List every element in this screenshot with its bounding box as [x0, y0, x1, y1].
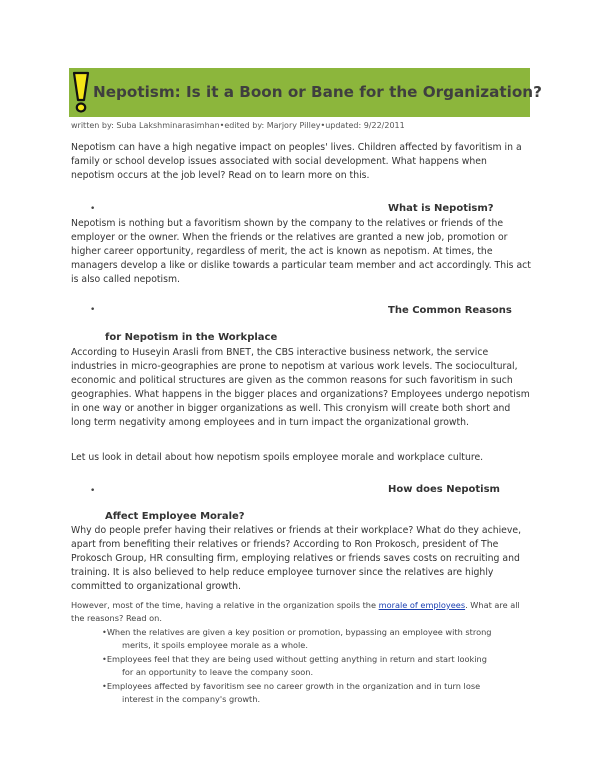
list-item-line: •When the relatives are given a key position or promotion, bypassing an employee with strong: [102, 627, 492, 637]
section-body: Why do people prefer having their relatives or friends at their workplace? What do they achieve, apart from benefiting their relatives or friends? According to Ron Prokosch, president of The Prokosch Group, HR consulting firm, employing relatives or friends saves costs on recruiting and training. It is also believed to help reduce employee turnover since the relatives are highly committed to organizational growth.: [71, 525, 522, 592]
list-item-line: interest in the company's growth.: [122, 693, 261, 704]
list-item: [102, 653, 522, 679]
section-heading-common-reasons-cont: for Nepotism in the Workplace: [105, 332, 278, 343]
morale-intro: [71, 599, 532, 624]
page-title: Nepotism: Is it a Boon or Bane for the Organization?: [93, 83, 542, 101]
morale-intro-text: However, most of the time, having a relative in the organization spoils the: [71, 600, 379, 610]
morale-intro-text-after: . What are all the reasons? Read on.: [71, 600, 520, 623]
section-body: According to Huseyin Arasli from BNET, the CBS interactive business network, the service industries in micro-geographies are prone to nepotism at various work levels. The sociocultural, economic and political structures are given as the common reasons for such favoritism in such geographies. What happens in the bigger places and organizations? Employees undergo nepotism in one way or another in bigger organizations as well. This cronyism will create both short and long term negativity among employees and in turn impact the organizational growth.: [71, 347, 530, 428]
list-item: [102, 626, 522, 652]
section-heading-employee-morale-cont: Affect Employee Morale?: [105, 511, 245, 522]
section-heading-common-reasons: The Common Reasons: [388, 305, 512, 316]
section-body-summary: Let us look in detail about how nepotism spoils employee morale and workplace culture.: [71, 452, 484, 463]
list-item-line: merits, it spoils employee morale as a whole.: [122, 639, 308, 650]
list-item: [102, 680, 522, 706]
title-banner: [69, 68, 542, 117]
exclamation-icon: [71, 71, 91, 114]
section-bullet: •: [90, 305, 96, 315]
byline: written by: Suba Lakshminarasimhan•edited by: Marjory Pilley•updated: 9/22/2011: [71, 121, 405, 130]
section-bullet: •: [90, 204, 96, 214]
morale-of-employees-link[interactable]: morale of employees: [378, 600, 466, 610]
section-body: Nepotism is nothing but a favoritism shown by the company to the relatives or friends of the employer or the owner. When the friends or the relatives are granted a new job, promotion or higher career opportunity, regardless of merit, the act is known as nepotism. At times, the managers develop a like or dislike towards a particular team member and act accordingly. This act is also called nepotism.: [71, 218, 531, 285]
section-bullet: •: [90, 486, 96, 496]
list-item-line: •Employees affected by favoritism see no career growth in the organization and in turn lose: [102, 681, 481, 691]
list-item-line: for an opportunity to leave the company soon.: [122, 666, 314, 677]
section-heading-what-is-nepotism: What is Nepotism?: [388, 203, 494, 214]
list-item-line: •Employees feel that they are being used without getting anything in return and start looking: [102, 654, 487, 664]
section-heading-employee-morale: How does Nepotism: [388, 484, 500, 495]
intro-paragraph: Nepotism can have a high negative impact on peoples' lives. Children affected by favoritism in a family or school develop issues associated with social development. What happens when nepotism occurs at the job level? Read on to learn more on this.: [71, 142, 522, 181]
